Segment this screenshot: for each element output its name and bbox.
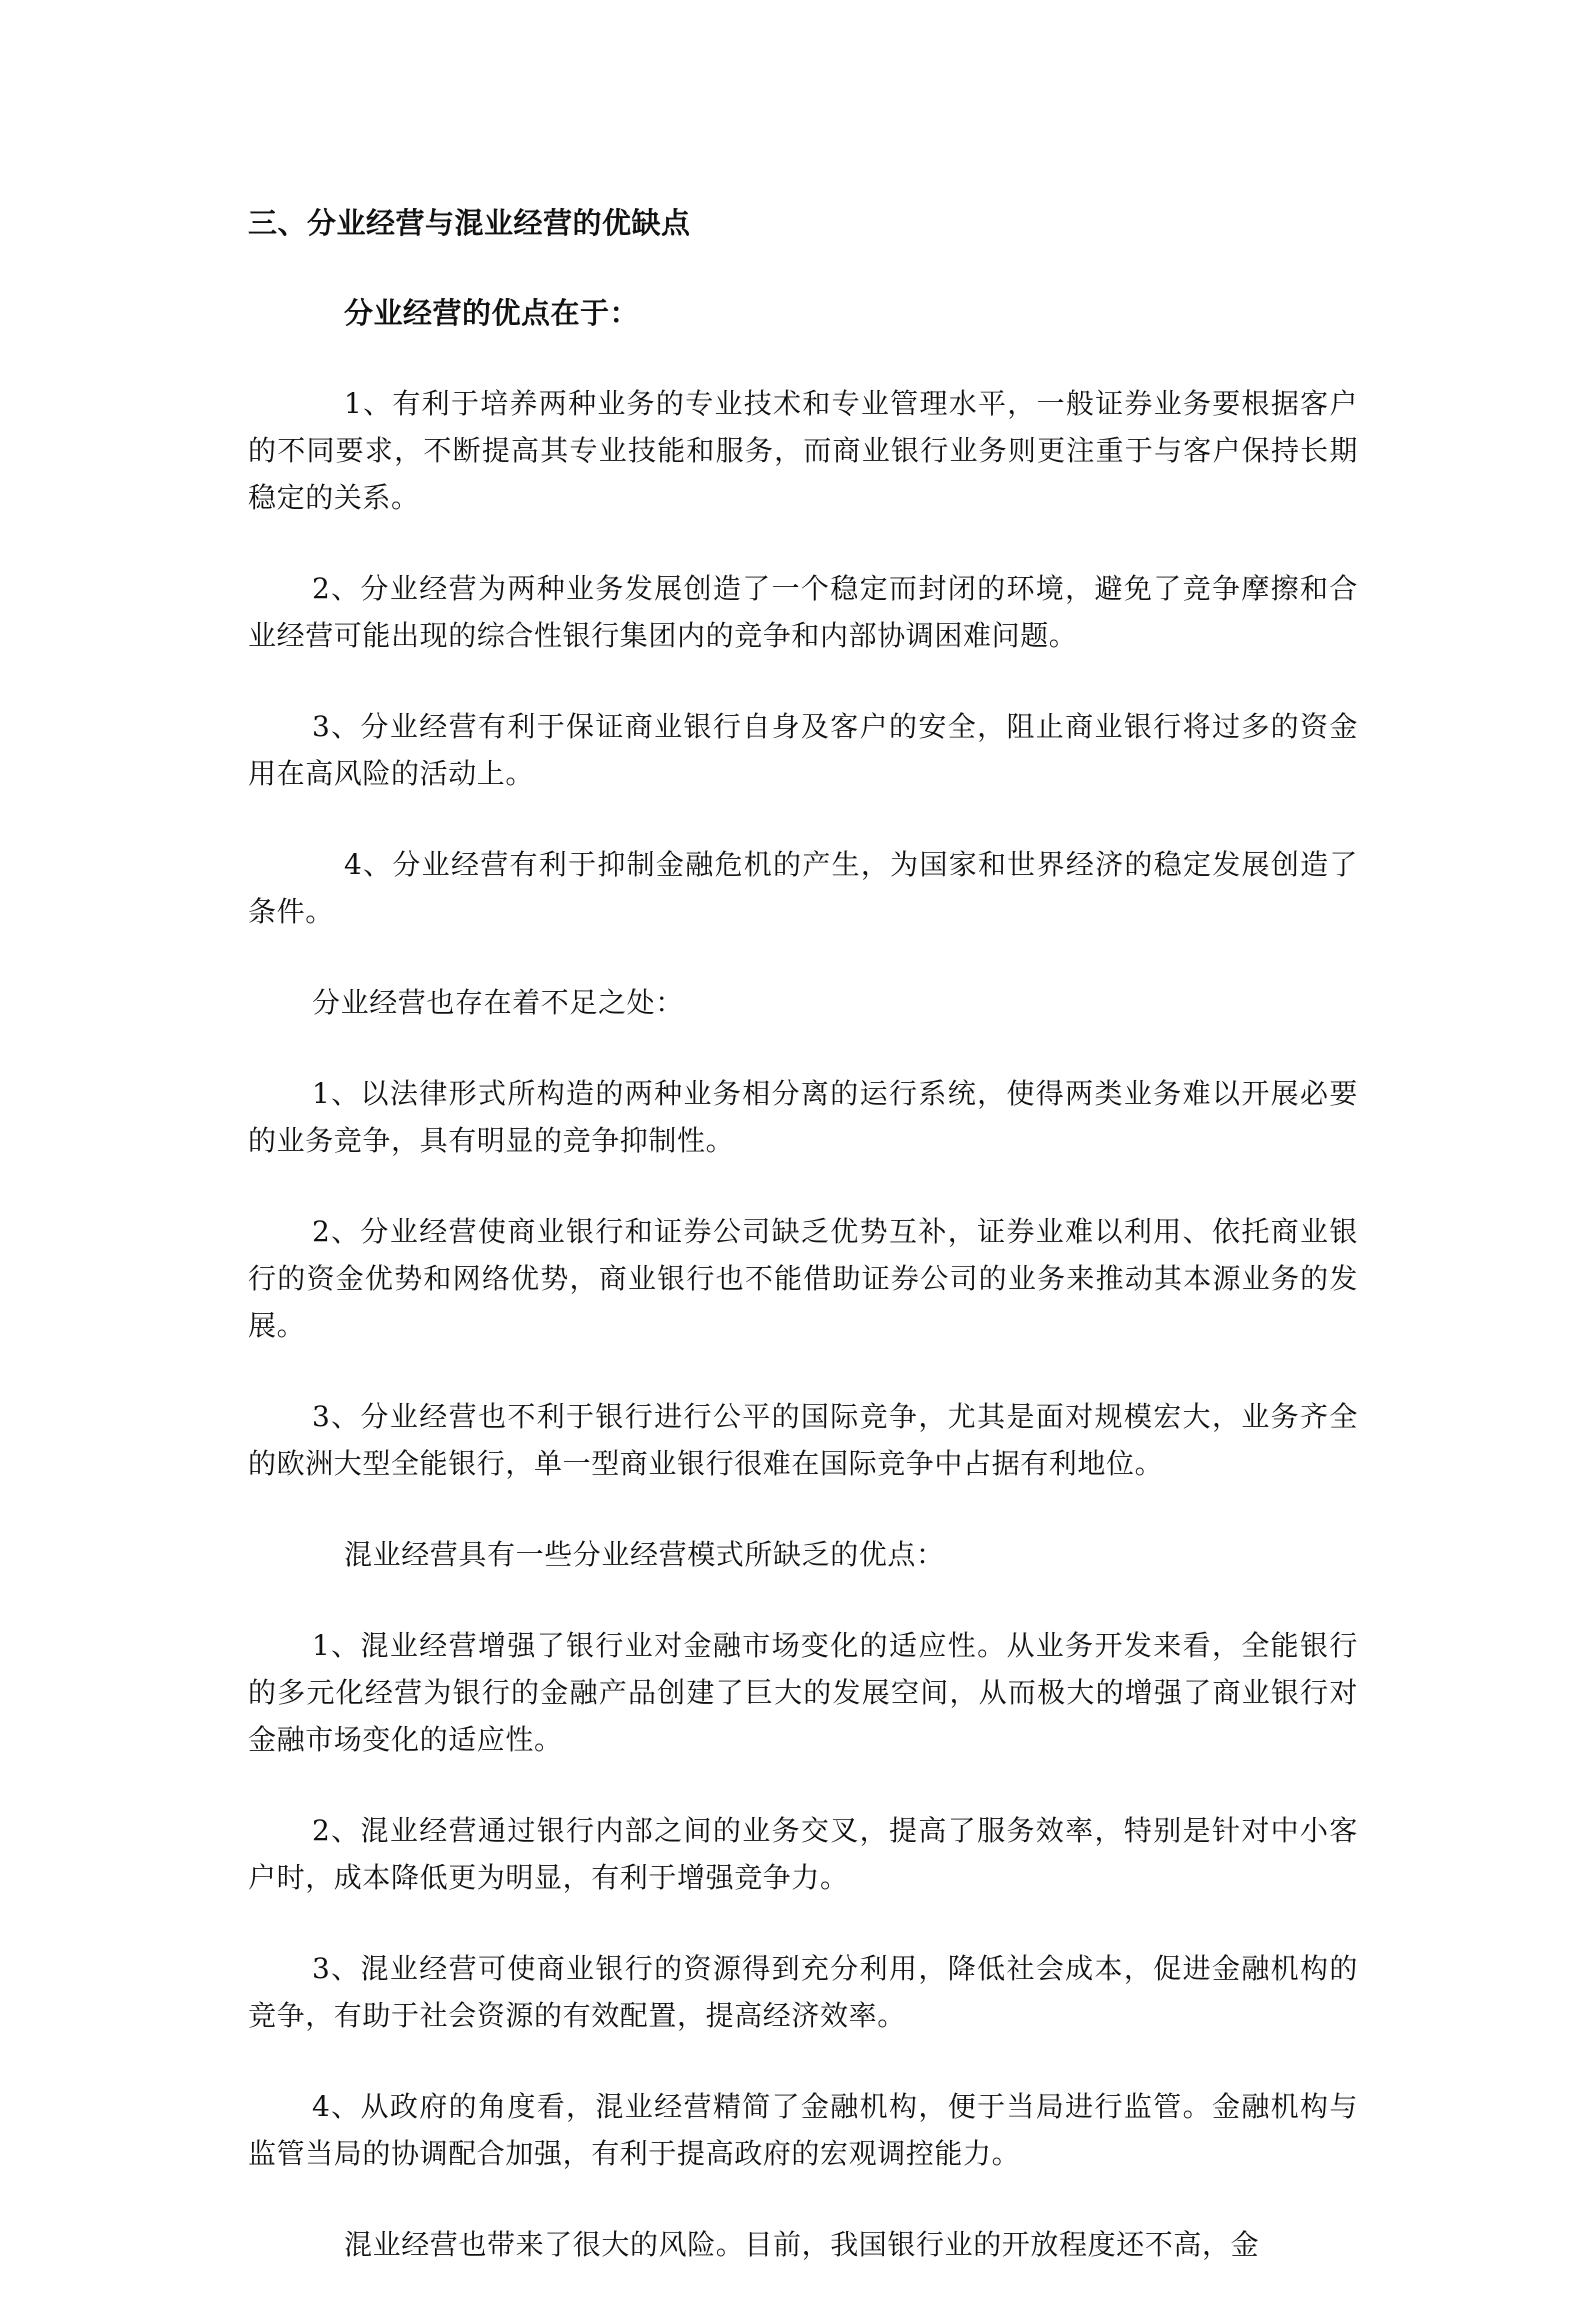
- closing-paragraph: 混业经营也带来了很大的风险。目前，我国银行业的开放程度还不高，金: [344, 2228, 1260, 2261]
- shortcoming-paragraph-1: 1、以法律形式所构造的两种业务相分离的运行系统，使得两类业务难以开展必要的业务竞争，具有明显的竞争抑制性。: [248, 1077, 1358, 1157]
- advantage-paragraph-4: 4、分业经营有利于抑制金融危机的产生，为国家和世界经济的稳定发展创造了条件。: [248, 848, 1358, 928]
- mixed-advantage-paragraph-2: 2、混业经营通过银行内部之间的业务交叉，提高了服务效率，特别是针对中小客户时，成本降低更为明显，有利于增强竞争力。: [248, 1814, 1358, 1894]
- shortcomings-heading: 分业经营也存在着不足之处：: [312, 986, 684, 1019]
- mixed-advantage-paragraph-1: 1、混业经营增强了银行业对金融市场变化的适应性。从业务开发来看，全能银行的多元化经营为银行的金融产品创建了巨大的发展空间，从而极大的增强了商业银行对金融市场变化的适应性。: [248, 1629, 1358, 1756]
- mixed-advantage-paragraph-4: 4、从政府的角度看，混业经营精简了金融机构，便于当局进行监管。金融机构与监管当局的协调配合加强，有利于提高政府的宏观调控能力。: [248, 2090, 1358, 2170]
- shortcoming-paragraph-2: 2、分业经营使商业银行和证券公司缺乏优势互补，证券业难以利用、依托商业银行的资金优势和网络优势，商业银行也不能借助证券公司的业务来推动其本源业务的发展。: [248, 1215, 1358, 1342]
- shortcoming-paragraph-3: 3、分业经营也不利于银行进行公平的国际竞争，尤其是面对规模宏大，业务齐全的欧洲大型全能银行，单一型商业银行很难在国际竞争中占据有利地位。: [248, 1400, 1358, 1480]
- advantage-paragraph-2: 2、分业经营为两种业务发展创造了一个稳定而封闭的环境，避免了竞争摩擦和合业经营可能出现的综合性银行集团内的竞争和内部协调困难问题。: [248, 572, 1358, 652]
- mixed-advantage-paragraph-3: 3、混业经营可使商业银行的资源得到充分利用，降低社会成本，促进金融机构的竞争，有助于社会资源的有效配置，提高经济效率。: [248, 1952, 1358, 2032]
- document-body: [248, 200, 1358, 2312]
- mixed-advantages-heading: 混业经营具有一些分业经营模式所缺乏的优点：: [344, 1538, 945, 1571]
- advantage-paragraph-3: 3、分业经营有利于保证商业银行自身及客户的安全，阻止商业银行将过多的资金用在高风险的活动上。: [248, 710, 1358, 790]
- advantages-heading: 分业经营的优点在于：: [344, 296, 640, 330]
- section-title: 三、分业经营与混业经营的优缺点: [248, 206, 691, 240]
- advantage-paragraph-1: 1、有利于培养两种业务的专业技术和专业管理水平，一般证券业务要根据客户的不同要求，不断提高其专业技能和服务，而商业银行业务则更注重于与客户保持长期稳定的关系。: [248, 387, 1358, 514]
